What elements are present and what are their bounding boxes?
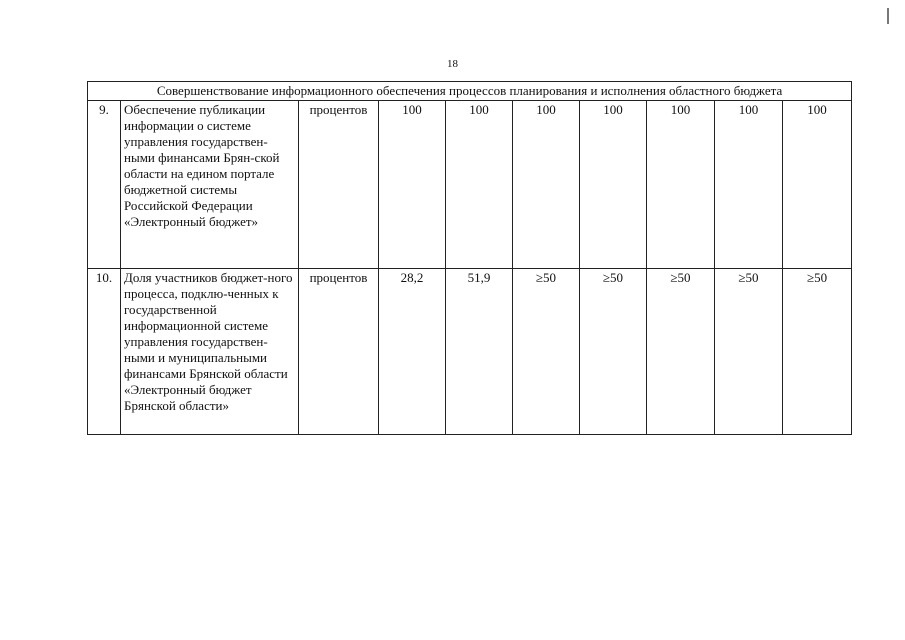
unit-cell: процентов [299,269,379,435]
value-cell: ≥50 [513,269,580,435]
value-cell: ≥50 [783,269,852,435]
table-row [88,269,852,435]
value-cell: 100 [715,101,783,269]
unit-cell: процентов [299,101,379,269]
value-cell: 51,9 [446,269,513,435]
indicator-name: Обеспечение публикации информации о системе управления государствен-ными финансами Брян-ской области на едином портале бюджетной системы Российской Федерации «Электронный бюджет» [121,101,299,269]
value-cell: 100 [580,101,647,269]
value-cell: 28,2 [379,269,446,435]
table-row [88,101,852,269]
indicators-table [87,81,852,435]
value-cell: 100 [647,101,715,269]
row-number: 10. [88,269,121,435]
value-cell: 100 [513,101,580,269]
section-header-row [88,82,852,101]
indicator-name: Доля участников бюджет-ного процесса, подклю-ченных к государственной информационной системе управления государствен-ными и муниципальными финансами Брянской области «Электронный бюджет Брянской области» [121,269,299,435]
row-number: 9. [88,101,121,269]
value-cell: 100 [783,101,852,269]
value-cell: ≥50 [580,269,647,435]
scan-edge-mark [887,8,889,24]
value-cell: 100 [446,101,513,269]
page-number: 18 [447,58,458,70]
section-title: Совершенствование информационного обеспечения процессов планирования и исполнения областного бюджета [88,82,852,101]
value-cell: ≥50 [715,269,783,435]
value-cell: ≥50 [647,269,715,435]
value-cell: 100 [379,101,446,269]
